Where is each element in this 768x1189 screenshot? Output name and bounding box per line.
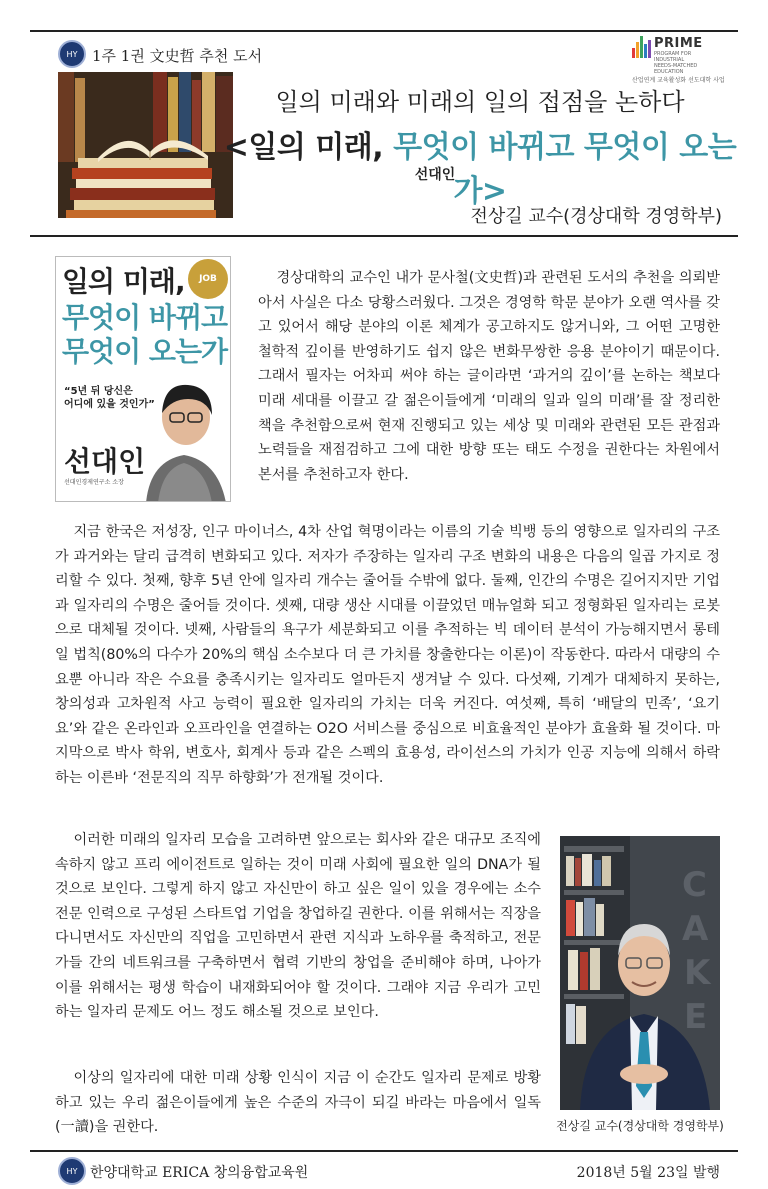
photo-caption: 전상길 교수(경상대학 경영학부)	[556, 1119, 724, 1133]
svg-text:C: C	[682, 865, 707, 905]
footer-seal-icon: HY	[58, 1157, 86, 1185]
cover-author: 선대인	[64, 445, 146, 478]
svg-text:K: K	[684, 953, 711, 993]
footer-rule	[30, 1150, 738, 1152]
series-label: 1주 1권 文史哲 추천 도서	[92, 47, 263, 65]
author-portrait-illustration	[136, 365, 231, 502]
cover-quote: “5년 뒤 당신은 어디에 있을 것인가”	[64, 386, 155, 410]
book-author: 선대인	[414, 167, 456, 183]
title-part2: 무엇이 바뀌고 무엇이 오는가	[383, 130, 737, 209]
header-rule	[30, 235, 738, 237]
title-open-bracket: <	[223, 130, 249, 165]
svg-text:E: E	[684, 997, 708, 1037]
book-cover	[55, 256, 231, 502]
cover-author-sub: 선대인경제연구소 소장	[64, 479, 124, 486]
reviewer-photo	[560, 836, 720, 1110]
prime-bars-icon	[632, 36, 651, 58]
university-seal-icon: HY	[58, 40, 86, 68]
prime-logo: PRIME PROGRAM FOR INDUSTRIAL NEEDS-MATCHED EDUCATION 산업연계 교육활성화 선도대학 사업	[632, 36, 725, 84]
paragraph-1: 경상대학의 교수인 내가 문사철(文史哲)과 관련된 도서의 추천을 의뢰받아서 사실은 다소 당황스러웠다. 그것은 경영학 학문 분야가 오랜 역사를 갖고 있어서 해당 분야의 이론 체계가 공고하지도 않거니와, 그 어떤 고명한 철학적 깊이를 반영하기도 쉽지 않은 변화무쌍한 응용 분야이기 때문이다. 그래서 필자는 어차피 써야 하는 글이라면 ‘과거의 깊이’를 논하는 책보다 미래 세대를 이끌고 갈 젊은이들에게 ‘미래의 일과 일의 미래’를 잘 정리한 책을 추천함으로써 현재 진행되고 있는 세상 및 미래와 관련된 모든 관점과 노력들을 재점검하고 그에 대한 방향 또는 태도 수정을 권한다는 차원에서 본서를 추천하고자 한다.	[258, 270, 720, 483]
cover-job-badge: JOB	[188, 259, 228, 299]
paragraph-2: 지금 한국은 저성장, 인구 마이너스, 4차 산업 혁명이라는 이름의 기술 빅뱅 등의 영향으로 일자리의 구조가 과거와는 달리 급격히 변화되고 있다. 저자가 주장하는 일자리 구조 변화의 내용은 다음의 일곱 가지로 정리할 수 있다. 첫째, 향후 5년 안에 일자리 개수는 줄어들 수밖에 없다. 둘째, 인간의 수명은 길어지지만 기업과 일자리의 수명은 줄어들 것이다. 셋째, 대량 생산 시대를 이끌었던 매뉴얼화 되고 정형화된 일자리는 로봇으로 대체될 것이다. 넷째, 사람들의 욕구가 세분화되고 이를 추적하는 빅 데이터 분석이 가능해지면서 롱테일 법칙(80%의 다수가 20%의 핵심 소수보다 더 큰 가치를 창출한다는 이론)이 작동한다. 따라서 대량의 수요뿐 아니라 작은 수요를 충족시키는 일자리도 얼마든지 생겨날 수 있다. 다섯째, 기계가 대체하지 못하는, 창의성과 고차원적 사고 능력이 필요한 일자리의 가치는 더욱 커진다. 여섯째, 특히 ‘배달의 민족’, ‘요기요’와 같은 온라인과 오프라인을 연결하는 O2O 서비스를 중심으로 비효율적인 분야가 효율화 될 것이다. 마지막으로 박사 학위, 변호사, 회계사 등과 같은 스펙의 효용성, 라이선스의 가치가 인공 지능에 의해서 하락하는 이른바 ‘전문직의 직무 하향화’가 전개될 것이다.	[55, 524, 720, 786]
headline: 일의 미래와 미래의 일의 접점을 논하다	[275, 88, 685, 116]
reviewer-name: 전상길 교수(경상대학 경영학부)	[470, 206, 722, 227]
svg-text:A: A	[682, 909, 709, 949]
cover-title-line2: 무엇이 바뀌고	[62, 301, 228, 334]
footer-date: 2018년 5월 23일 발행	[576, 1165, 720, 1181]
title-close-bracket: >	[481, 174, 507, 209]
cover-title-line1: 일의 미래,	[62, 265, 185, 298]
title-part1: 일의 미래,	[248, 130, 384, 165]
footer-institution: 한양대학교 ERICA 창의융합교육원	[90, 1165, 309, 1181]
cover-title-line3: 무엇이 오는가	[62, 335, 228, 368]
top-rule	[30, 30, 738, 32]
paragraph-3: 이러한 미래의 일자리 모습을 고려하면 앞으로는 회사와 같은 대규모 조직에 속하지 않고 프리 에이전트로 일하는 것이 미래 사회에 필요한 일의 DNA가 될 것으로 보인다. 그렇게 하지 않고 자신만이 하고 싶은 일이 있을 경우에는 소수 전문 인력으로 구성된 스타트업 기업을 창업하길 권한다. 이를 위해서는 직장을 다니면서도 자신만의 직업을 고민하면서 관련 지식과 노하우를 축적하고, 전문가들 간의 네트워크를 구축하면서 협력 기반의 창업을 준비해야 하며, 나아가 이를 위해서는 평생 학습이 내재화되어야 할 것이다. 그래야 지금 우리가 고민하는 일자리 문제도 어느 정도 해소될 것으로 보인다.	[55, 832, 541, 1021]
paragraph-4: 이상의 일자리에 대한 미래 상황 인식이 지금 이 순간도 일자리 문제로 방황하고 있는 우리 젊은이들에게 높은 수준의 자극이 되길 바라는 마음에서 일독(一讀)을 권한다.	[55, 1070, 541, 1136]
books-illustration	[58, 72, 233, 218]
